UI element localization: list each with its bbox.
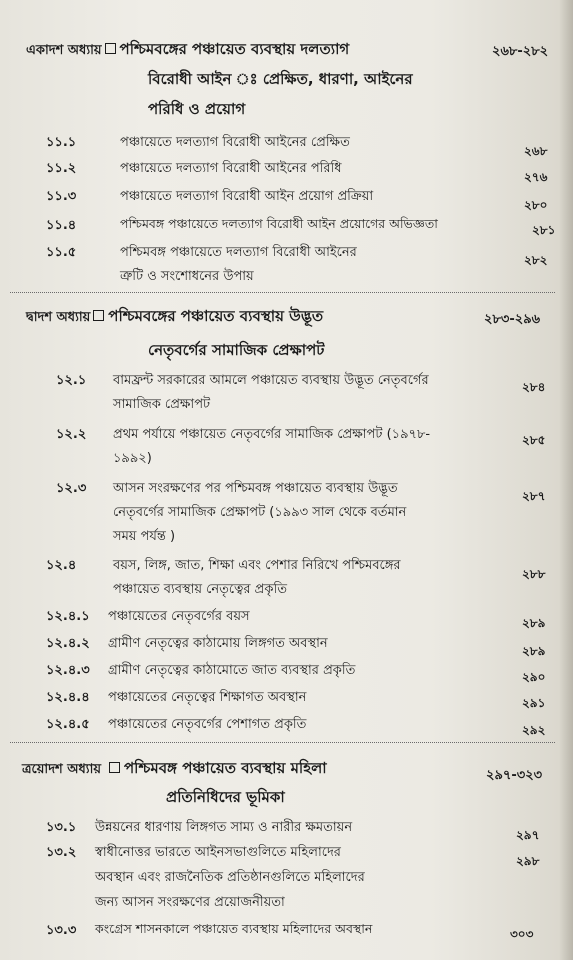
- toc-item-number: ১২.৪.৩: [46, 663, 90, 678]
- toc-item-page: ২৬৮: [524, 144, 548, 158]
- page-edge-shadow: [559, 0, 573, 960]
- toc-item-title-continued: পঞ্চায়েত ব্যবস্থায় নেতৃত্বের প্রকৃতি: [113, 582, 287, 597]
- toc-item-title: স্বাধীনোত্তর ভারতে আইনসভাগুলিতে মহিলাদের: [95, 845, 341, 860]
- chapter-12-title-line-1: পশ্চিমবঙ্গের পঞ্চায়েত ব্যবস্থায় উদ্ভূত: [108, 307, 324, 325]
- toc-item-number: ১২.২: [56, 427, 87, 442]
- toc-item-page: ২৮৭: [522, 489, 546, 503]
- toc-item-title: পঞ্চায়েতের নেতৃবর্গের পেশাগত প্রকৃতি: [108, 717, 307, 732]
- chapter-13-title-line-2: প্রতিনিধিদের ভূমিকা: [166, 788, 285, 806]
- toc-item-title: পশ্চিমবঙ্গ পঞ্চায়েতে দলত্যাগ বিরোধী আইনের: [120, 245, 357, 260]
- chapter-12-pages: ২৮৩-২৯৬: [484, 312, 541, 327]
- chapter-11-title-line-3: পরিধি ও প্রয়োগ: [148, 100, 246, 118]
- toc-item-title-continued: নেতৃবর্গের সামাজিক প্রেক্ষাপট (১৯৯৩ সাল থেকে বর্তমান: [113, 505, 407, 520]
- chapter-11-title-line-2: বিরোধী আইন ঃ প্রেক্ষিত, ধারণা, আইনের: [148, 70, 413, 88]
- toc-item-number: ১২.৪.২: [46, 636, 90, 651]
- chapter-11-heading: [26, 38, 349, 63]
- toc-item-page: ২৯২: [522, 723, 546, 737]
- toc-item-title: কংগ্রেস শাসনকালে পঞ্চায়েত ব্যবস্থায় মহিলাদের অবস্থান: [95, 921, 373, 936]
- chapter-12-label: দ্বাদশ অধ্যায়: [26, 310, 91, 325]
- chapter-13-heading: [22, 757, 327, 782]
- toc-item-title: পঞ্চায়েতে দলত্যাগ বিরোধী আইনের প্রেক্ষিত: [120, 135, 350, 150]
- toc-item-page: ২৮৯: [522, 616, 546, 630]
- toc-item-page: ২৮০: [524, 198, 548, 212]
- chapter-12-heading: [26, 305, 323, 330]
- chapter-13-title-line-1: পশ্চিমবঙ্গ পঞ্চায়েত ব্যবস্থায় মহিলা: [124, 759, 327, 777]
- toc-item-number: ১১.৪: [46, 218, 77, 233]
- toc-item-title: গ্রামীণ নেতৃত্বের কাঠামোয় লিঙ্গগত অবস্থান: [108, 636, 328, 651]
- chapter-11-pages: ২৬৮-২৮২: [492, 44, 549, 59]
- toc-item-number: ১৩.১: [46, 820, 77, 835]
- toc-item-title: পঞ্চায়েতে দলত্যাগ বিরোধী আইনের পরিধি: [120, 161, 342, 176]
- toc-item-title-continued: অবস্থান এবং রাজনৈতিক প্রতিষ্ঠানগুলিতে মহিলাদের: [95, 870, 365, 885]
- chapter-11-title-line-1: পশ্চিমবঙ্গের পঞ্চায়েত ব্যবস্থায় দলত্যাগ: [119, 40, 350, 58]
- toc-item-title: বয়স, লিঙ্গ, জাত, শিক্ষা এবং পেশার নিরিখে পশ্চিমবঙ্গের: [113, 558, 401, 573]
- toc-item-title: বামফ্রন্ট সরকারের আমলে পঞ্চায়েত ব্যবস্থায় উদ্ভূত নেতৃবর্গের: [113, 373, 429, 388]
- toc-item-title: আসন সংরক্ষণের পর পশ্চিমবঙ্গ পঞ্চায়েত ব্যবস্থায় উদ্ভূত: [113, 481, 398, 496]
- toc-item-title-continued: সামাজিক প্রেক্ষাপট: [113, 397, 211, 412]
- chapter-12-title-line-2: নেতৃবর্গের সামাজিক প্রেক্ষাপট: [148, 341, 325, 359]
- toc-item-title: গ্রামীণ নেতৃত্বের কাঠামোতে জাত ব্যবস্থার প্রকৃতি: [108, 663, 356, 678]
- toc-item-number: ১২.৪: [46, 558, 77, 573]
- toc-item-page: ২৯১: [522, 696, 546, 710]
- toc-item-number: ১২.৪.৫: [46, 717, 90, 732]
- toc-item-title: পশ্চিমবঙ্গ পঞ্চায়েতে দলত্যাগ বিরোধী আইন প্রয়োগের অভিজ্ঞতা: [120, 216, 438, 231]
- toc-item-page: ২৯৮: [516, 854, 540, 868]
- toc-item-number: ১২.৪.১: [46, 609, 90, 624]
- toc-item-title: পঞ্চায়েতে দলত্যাগ বিরোধী আইন প্রয়োগ প্রক্রিয়া: [120, 189, 374, 204]
- toc-item-page: ২৯০: [522, 670, 546, 684]
- toc-item-title: প্রথম পর্যায়ে পঞ্চায়েত নেতৃবর্গের সামাজিক প্রেক্ষাপট (১৯৭৮-: [113, 427, 431, 442]
- toc-item-number: ১৩.২: [46, 845, 77, 860]
- toc-item-number: ১২.৪.৪: [46, 690, 90, 705]
- toc-item-page: ২৮৪: [522, 380, 546, 394]
- toc-item-title-continued: ত্রুটি ও সংশোধনের উপায়: [120, 269, 254, 284]
- toc-item-title: পঞ্চায়েতের নেতৃবর্গের বয়স: [108, 609, 250, 624]
- toc-item-number: ১১.৩: [46, 189, 77, 204]
- toc-item-title: উন্নয়নের ধারণায় লিঙ্গগত সাম্য ও নারীর ক্ষমতায়ন: [95, 820, 353, 835]
- toc-item-title-continued: ১৯৯২): [113, 451, 152, 466]
- checkbox-square-icon: [105, 43, 116, 54]
- toc-item-page: ২৯৭: [516, 828, 540, 842]
- toc-item-page: ৩০৩: [510, 927, 534, 941]
- toc-item-title-continued: জন্য আসন সংরক্ষণের প্রয়োজনীয়তা: [95, 895, 285, 910]
- checkbox-square-icon: [93, 310, 104, 321]
- toc-item-number: ১৩.৩: [46, 923, 77, 938]
- chapter-11-label: একাদশ অধ্যায়: [26, 43, 102, 58]
- toc-item-number: ১২.১: [56, 373, 87, 388]
- toc-item-page: ২৭৬: [524, 170, 548, 184]
- toc-item-title-continued: সময় পর্যন্ত ): [113, 529, 176, 544]
- section-divider: [10, 742, 555, 743]
- chapter-13-pages: ২৯৭-৩২৩: [486, 768, 543, 783]
- toc-item-number: ১২.৩: [56, 481, 87, 496]
- toc-item-page: ২৮৯: [522, 644, 546, 658]
- toc-item-number: ১১.১: [46, 135, 77, 150]
- toc-item-page: ২৮১: [532, 223, 556, 237]
- toc-item-title: পঞ্চায়েতের নেতৃত্বের শিক্ষাগত অবস্থান: [108, 690, 307, 705]
- toc-item-page: ২৮৫: [522, 433, 546, 447]
- section-divider: [10, 292, 555, 293]
- toc-item-number: ১১.২: [46, 161, 77, 176]
- checkbox-square-icon: [109, 762, 120, 773]
- toc-item-page: ২৮২: [524, 253, 548, 267]
- chapter-13-label: ত্রয়োদশ অধ্যায়: [22, 762, 101, 777]
- toc-item-page: ২৮৮: [522, 567, 546, 581]
- toc-item-number: ১১.৫: [46, 245, 77, 260]
